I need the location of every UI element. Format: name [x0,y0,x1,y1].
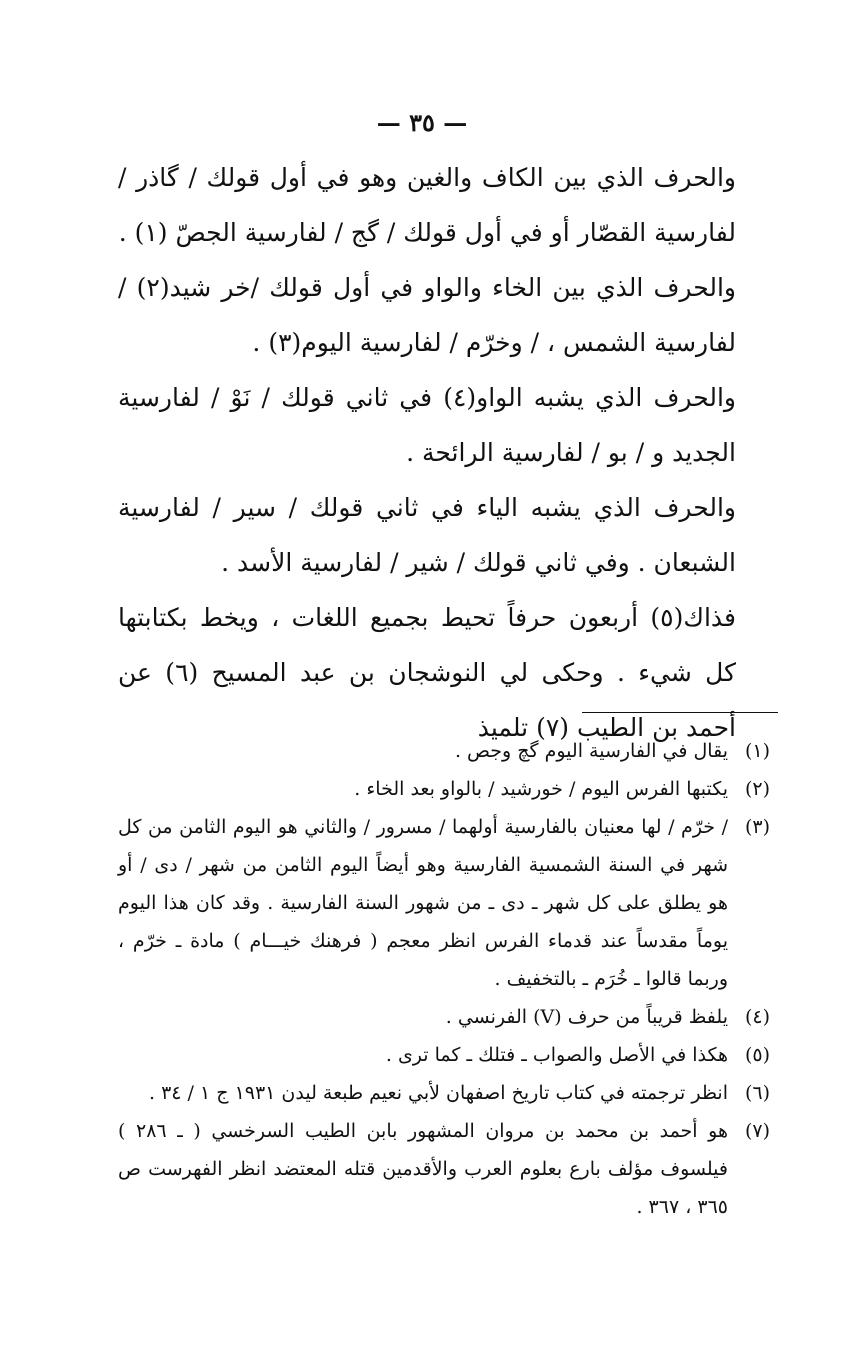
footnote-number: (١) [744,740,770,762]
footnote-3 [118,808,770,998]
footnote-text: / خرّم / لها معنيان بالفارسية أولهما / مسرور / والثاني هو اليوم الثامن من كل شهر في السنة الشمسية الفارسية وهو أيضاً اليوم الثامن من شهر / دى / أو هو يطلق على كل شهر ـ دى ـ من شهور السنة الفارسية . وقد كان هذا اليوم يوماً مقدساً عند قدماء الفرس انظر معجم ( فرهنك خيـــام ) مادة ـ خرّم ، وربما قالوا ـ خُرَم ـ بالتخفيف . [118,816,728,990]
paragraph-gaf: والحرف الذي بين الكاف والغين وهو في أول قولك / گاذر / لفارسية القصّار أو في أول قولك / گج / لفارسية الجصّ (١) . [118,163,736,247]
main-text-body [118,150,736,755]
footnote-text: انظر ترجمته في كتاب تاريخ اصفهان لأبي نعيم طبعة ليدن ١٩٣١ ج ١ / ٣٤ . [149,1082,728,1104]
footnote-number: (٣) [744,816,770,838]
footnote-6 [118,1074,770,1112]
footnote-1 [118,732,770,770]
footnote-number: (٥) [744,1044,770,1066]
footnote-text: يقال في الفارسية اليوم گچ وجص . [454,740,728,762]
footnote-number: (٢) [744,778,770,800]
page-number: — ٣٥ — [376,108,468,137]
footnote-text: هكذا في الأصل والصواب ـ فتلك ـ كما ترى . [385,1044,728,1066]
footnote-2 [118,770,770,808]
footnote-number: (٦) [744,1082,770,1104]
footnote-number: (٤) [744,1006,770,1028]
footnote-text: هو أحمد بن محمد بن مروان المشهور بابن الطيب السرخسي ( ـ ٢٨٦ ) فيلسوف مؤلف بارع بعلوم العرب والأقدمين قتله المعتضد انظر الفهرست ص ٣٦٥ ، ٣٦٧ . [118,1120,728,1218]
footnote-text: يكتبها الفرس اليوم / خورشيد / بالواو بعد الخاء . [354,778,728,800]
paragraph-khw: والحرف الذي بين الخاء والواو في أول قولك /خر شيد(٢) / لفارسية الشمس ، / وخرّم / لفارسية اليوم(٣) . [118,273,736,357]
paragraph-forty-letters: فذاك(٥) أربعون حرفاً تحيط بجميع اللغات ، ويخط بكتابتها كل شيء . وحكى لي النوشجان بن عبد المسيح (٦) عن أحمد بن الطيب (٧) تلميذ [118,603,736,742]
footnote-4 [118,998,770,1036]
footnote-text: يلفظ قريباً من حرف (V) الفرنسي . [445,1006,728,1028]
paragraph-waw: والحرف الذي يشبه الواو(٤) في ثاني قولك / نَوْ / لفارسية الجديد و / بو / لفارسية الرائحة . [118,383,736,467]
footnote-7 [118,1112,770,1226]
footnotes [118,732,770,1226]
footnote-divider [582,712,778,713]
paragraph-ya: والحرف الذي يشبه الياء في ثاني قولك / سير / لفارسية الشبعان . وفي ثاني قولك / شير / لفارسية الأسد . [118,493,736,577]
footnote-5 [118,1036,770,1074]
footnote-number: (٧) [744,1120,770,1142]
